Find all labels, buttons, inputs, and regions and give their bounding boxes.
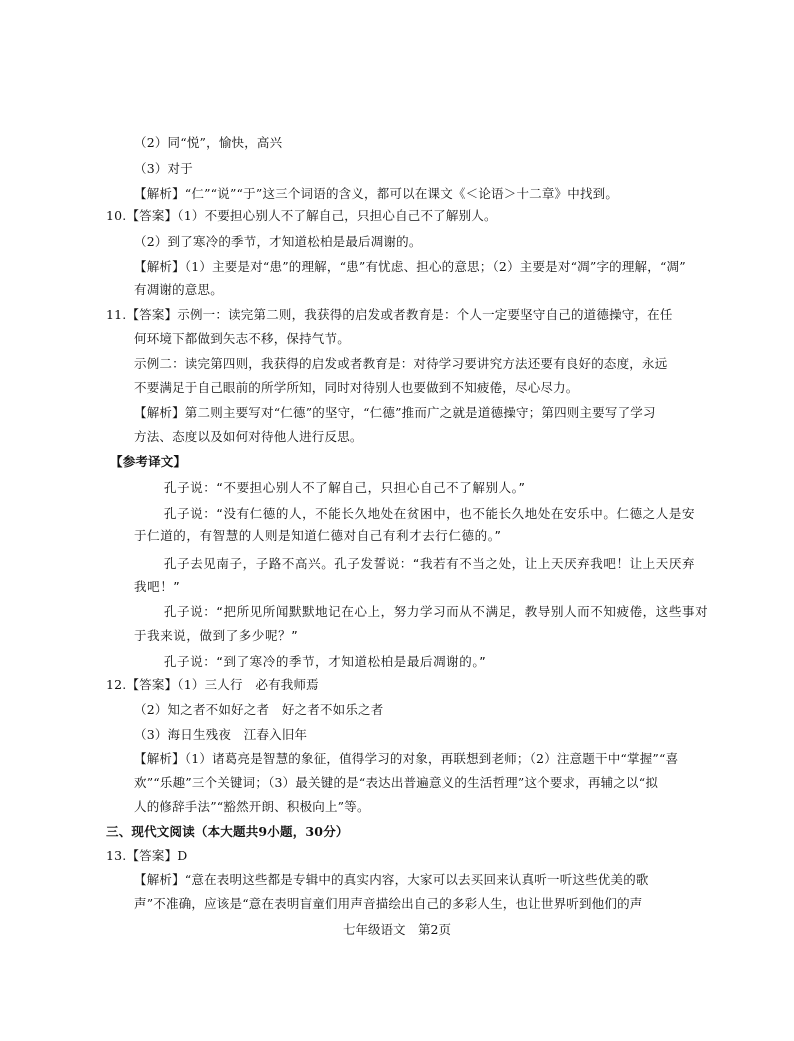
translation-2-line-1: 孔子说：“没有仁德的人，不能长久地处在贫困中，也不能长久地处在安乐中。仁德之人是安 <box>164 506 696 521</box>
analysis-12-line-1: 【解析】（1）诸葛亮是智慧的象征，值得学习的对象，再联想到老师；（2）注意题干中“掌握”“喜 <box>134 751 679 766</box>
translation-4-line-2: 于我来说，做到了多少呢？” <box>134 628 299 643</box>
answer-9-item-3: （3）对于 <box>134 161 193 176</box>
analysis-13-line-1: 【解析】“意在表明这些都是专辑中的真实内容，大家可以去买回来认真听一听这些优美的歌 <box>134 872 649 887</box>
translation-3-line-2: 我吧！” <box>134 579 181 594</box>
answer-12-item-3: （3）海日生残夜 江春入旧年 <box>134 727 308 742</box>
analysis-9: 【解析】“仁”“说”“于”这三个词语的含义，都可以在课文《＜论语＞十二章》中找到。 <box>134 186 619 201</box>
translation-2-line-2: 于仁道的，有智慧的人则是知道仁德对自己有利才去行仁德的。” <box>134 528 502 543</box>
translation-5: 孔子说：“到了寒冷的季节，才知道松柏是最后凋谢的。” <box>164 654 487 669</box>
page-footer: 七年级语文 第2页 <box>343 922 451 937</box>
analysis-12-line-2: 欢”“乐趣”三个关键词；（3）最关键的是“表达出普遍意义的生活哲理”这个要求，再辅之以“拟 <box>134 775 659 790</box>
answer-10-heading: 10.【答案】（1）不要担心别人不了解自己，只担心自己不了解别人。 <box>106 208 497 223</box>
answer-9-item-2: （2）同“悦”，愉快，高兴 <box>134 135 283 150</box>
answer-11-line-1: 11.【答案】示例一：读完第二则，我获得的启发或者教育是：个人一定要坚守自己的道德操守，在任 <box>106 307 673 322</box>
translation-1: 孔子说：“不要担心别人不了解自己，只担心自己不了解别人。” <box>164 480 526 495</box>
answer-11-line-2: 何环境下都做到矢志不移，保持气节。 <box>134 331 350 346</box>
answer-12-item-2: （2）知之者不如好之者 好之者不如乐之者 <box>134 702 384 717</box>
answer-10-item-2: （2）到了寒冷的季节，才知道松柏是最后凋谢的。 <box>134 234 422 249</box>
analysis-13-line-2: 声”不准确，应该是“意在表明盲童们用声音描绘出自己的多彩人生，也让世界听到他们的声 <box>134 896 643 911</box>
answer-11-example-2-line-1: 示例二：读完第四则，我获得的启发或者教育是：对待学习要讲究方法还要有良好的态度，永远 <box>134 356 668 371</box>
analysis-10-line-1: 【解析】（1）主要是对“患”的理解，“患”有忧虑、担心的意思；（2）主要是对“凋”字的理解，“凋” <box>134 259 686 274</box>
answer-11-example-2-line-2: 不要满足于自己眼前的所学所知，同时对待别人也要做到不知疲倦，尽心尽力。 <box>134 380 579 395</box>
analysis-11-line-1: 【解析】第二则主要写对“仁德”的坚守，“仁德”推而广之就是道德操守；第四则主要写了学习 <box>134 405 656 420</box>
answer-12-heading: 12.【答案】（1）三人行 必有我师焉 <box>106 677 319 692</box>
translation-heading: 【参考译文】 <box>110 454 187 469</box>
analysis-10-line-2: 有凋谢的意思。 <box>134 282 223 297</box>
answer-13: 13.【答案】D <box>106 848 188 863</box>
section-3-heading: 三、现代文阅读（本大题共9小题，30分） <box>106 824 349 839</box>
analysis-12-line-3: 人的修辞手法”“豁然开朗、积极向上”等。 <box>134 799 370 814</box>
translation-4-line-1: 孔子说：“把所见所闻默默地记在心上，努力学习而从不满足，教导别人而不知疲倦，这些事对 <box>164 604 709 619</box>
translation-3-line-1: 孔子去见南子，子路不高兴。孔子发誓说：“我若有不当之处，让上天厌弃我吧！让上天厌弃 <box>164 556 696 571</box>
analysis-11-line-2: 方法、态度以及如何对待他人进行反思。 <box>134 429 363 444</box>
